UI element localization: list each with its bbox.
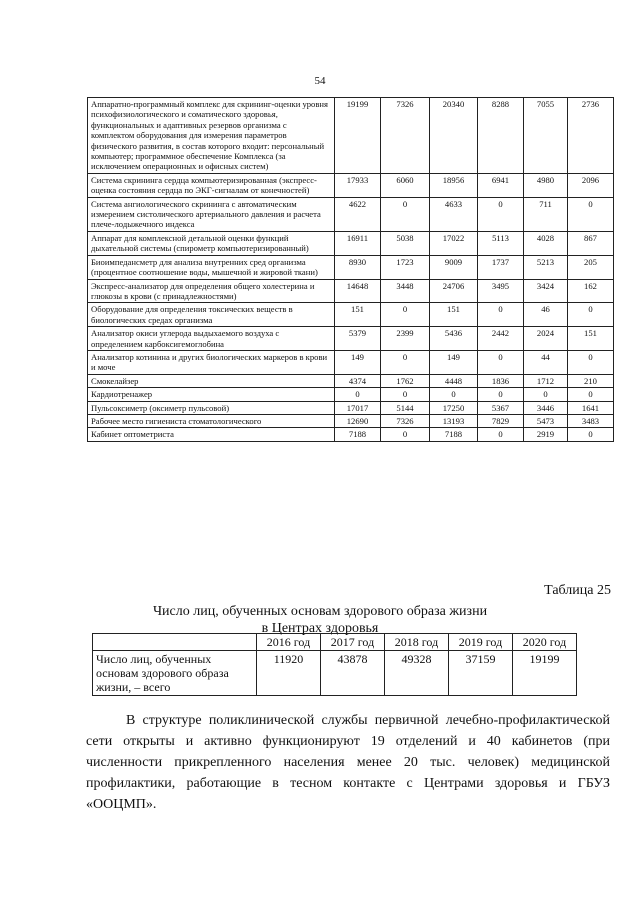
equipment-value: 5436	[430, 327, 478, 351]
equipment-name: Кардиотренажер	[88, 388, 335, 401]
equipment-name: Анализатор окиси углерода выдыхаемого воздуха с определением карбоксигемоглобина	[88, 327, 335, 351]
equipment-value: 4448	[430, 374, 478, 387]
equipment-row	[88, 414, 614, 427]
equipment-row	[88, 98, 614, 174]
equipment-value: 0	[381, 303, 430, 327]
equipment-value: 1641	[568, 401, 614, 414]
equipment-value: 151	[335, 303, 381, 327]
equipment-value: 5213	[524, 255, 568, 279]
equipment-value: 4633	[430, 197, 478, 231]
header-cell-2019: 2019 год	[449, 634, 513, 651]
equipment-value: 0	[478, 428, 524, 441]
trained-persons-table	[92, 633, 577, 696]
equipment-value: 0	[478, 303, 524, 327]
equipment-value: 2442	[478, 327, 524, 351]
equipment-value: 0	[568, 428, 614, 441]
equipment-row	[88, 428, 614, 441]
equipment-value: 0	[430, 388, 478, 401]
equipment-value: 5473	[524, 414, 568, 427]
equipment-value: 0	[568, 197, 614, 231]
equipment-name: Пульсоксиметр (оксиметр пульсовой)	[88, 401, 335, 414]
equipment-value: 1712	[524, 374, 568, 387]
equipment-value: 0	[568, 303, 614, 327]
body-paragraph: В структуре поликлинической службы первичной лечебно-профилактической сети открыты и активно функционируют 19 отделений и 40 кабинетов (при численности прикрепленного населения менее 20 тыс. человек) медицинской профилактики, работающие в тесном контакте с Центрами здоровья и ГБУЗ «ООЦМП».	[86, 713, 610, 812]
equipment-row	[88, 388, 614, 401]
equipment-value: 0	[381, 388, 430, 401]
equipment-name: Оборудование для определения токсических веществ в биологических средах организма	[88, 303, 335, 327]
row-label: Число лиц, обученных основам здорового образа жизни, – всего	[93, 651, 257, 696]
equipment-value: 18956	[430, 173, 478, 197]
equipment-value: 3446	[524, 401, 568, 414]
header-cell-2017: 2017 год	[321, 634, 385, 651]
equipment-name: Экспресс-анализатор для определения общего холестерина и глюкозы в крови (с принадлежностями)	[88, 279, 335, 303]
equipment-name: Аппарат для комплексной детальной оценки функций дыхательной системы (спирометр компьютеризированный)	[88, 231, 335, 255]
equipment-value: 0	[381, 350, 430, 374]
equipment-value: 5367	[478, 401, 524, 414]
equipment-value: 7188	[430, 428, 478, 441]
value-2016: 11920	[257, 651, 321, 696]
equipment-value: 7188	[335, 428, 381, 441]
equipment-name: Аппаратно-программный комплекс для скрининг-оценки уровня психофизиологического и соматического здоровья, функциональных и адаптивных резервов организма с комплектом оборудования для измерения параметров физического развития, в состав которого входит: персональный компьютер; программное обеспечение Комплекса (за исключением операционных и офисных систем)	[88, 98, 335, 174]
equipment-value: 2399	[381, 327, 430, 351]
equipment-value: 8930	[335, 255, 381, 279]
equipment-value: 7829	[478, 414, 524, 427]
equipment-value: 149	[335, 350, 381, 374]
equipment-value: 4028	[524, 231, 568, 255]
equipment-value: 3424	[524, 279, 568, 303]
equipment-value: 0	[478, 197, 524, 231]
equipment-row	[88, 279, 614, 303]
equipment-value: 0	[381, 197, 430, 231]
equipment-value: 0	[568, 388, 614, 401]
data-row	[93, 651, 577, 696]
equipment-row	[88, 173, 614, 197]
equipment-value: 1737	[478, 255, 524, 279]
equipment-value: 0	[381, 428, 430, 441]
equipment-value: 17017	[335, 401, 381, 414]
equipment-value: 6941	[478, 173, 524, 197]
equipment-value: 0	[335, 388, 381, 401]
equipment-value: 9009	[430, 255, 478, 279]
equipment-value: 17250	[430, 401, 478, 414]
equipment-value: 0	[568, 350, 614, 374]
equipment-value: 5038	[381, 231, 430, 255]
equipment-value: 210	[568, 374, 614, 387]
equipment-value: 867	[568, 231, 614, 255]
equipment-value: 16911	[335, 231, 381, 255]
value-2019: 37159	[449, 651, 513, 696]
equipment-value: 3495	[478, 279, 524, 303]
equipment-value: 44	[524, 350, 568, 374]
equipment-value: 2736	[568, 98, 614, 174]
equipment-value: 20340	[430, 98, 478, 174]
equipment-value: 4622	[335, 197, 381, 231]
equipment-value: 17022	[430, 231, 478, 255]
equipment-value: 151	[430, 303, 478, 327]
equipment-value: 0	[524, 388, 568, 401]
table-number-label: Таблица 25	[544, 583, 611, 598]
equipment-value: 19199	[335, 98, 381, 174]
equipment-value: 4374	[335, 374, 381, 387]
equipment-row	[88, 197, 614, 231]
equipment-value: 149	[430, 350, 478, 374]
equipment-value: 46	[524, 303, 568, 327]
equipment-row	[88, 374, 614, 387]
equipment-name: Смокелайзер	[88, 374, 335, 387]
header-row	[93, 634, 577, 651]
header-cell-2020: 2020 год	[513, 634, 577, 651]
equipment-value: 3448	[381, 279, 430, 303]
equipment-value: 1836	[478, 374, 524, 387]
equipment-value: 24706	[430, 279, 478, 303]
table-title-line-2: в Центрах здоровья	[261, 621, 379, 636]
equipment-value: 17933	[335, 173, 381, 197]
equipment-name: Рабочее место гигиениста стоматологического	[88, 414, 335, 427]
header-cell-2018: 2018 год	[385, 634, 449, 651]
equipment-name: Анализатор котинина и других биологических маркеров в крови и моче	[88, 350, 335, 374]
equipment-value: 0	[478, 350, 524, 374]
equipment-value: 7326	[381, 98, 430, 174]
value-2020: 19199	[513, 651, 577, 696]
equipment-value: 5379	[335, 327, 381, 351]
page-number: 54	[314, 75, 326, 87]
equipment-row	[88, 303, 614, 327]
header-cell-empty	[93, 634, 257, 651]
equipment-value: 151	[568, 327, 614, 351]
equipment-value: 0	[478, 388, 524, 401]
equipment-value: 6060	[381, 173, 430, 197]
equipment-table	[87, 97, 614, 442]
value-2017: 43878	[321, 651, 385, 696]
equipment-value: 7326	[381, 414, 430, 427]
equipment-value: 162	[568, 279, 614, 303]
equipment-value: 2096	[568, 173, 614, 197]
equipment-value: 1723	[381, 255, 430, 279]
equipment-row	[88, 350, 614, 374]
equipment-value: 2919	[524, 428, 568, 441]
equipment-value: 205	[568, 255, 614, 279]
equipment-name: Система ангиологического скрининга с автоматическим измерением систолического артериального давления и расчета плече-лодыжечного индекса	[88, 197, 335, 231]
equipment-name: Кабинет оптометриста	[88, 428, 335, 441]
equipment-value: 7055	[524, 98, 568, 174]
equipment-value: 14648	[335, 279, 381, 303]
equipment-row	[88, 231, 614, 255]
equipment-value: 13193	[430, 414, 478, 427]
equipment-row	[88, 401, 614, 414]
equipment-value: 1762	[381, 374, 430, 387]
equipment-value: 4980	[524, 173, 568, 197]
equipment-value: 3483	[568, 414, 614, 427]
equipment-value: 12690	[335, 414, 381, 427]
equipment-value: 5113	[478, 231, 524, 255]
table-title-line-1: Число лиц, обученных основам здорового образа жизни	[152, 604, 488, 619]
equipment-value: 5144	[381, 401, 430, 414]
value-2018: 49328	[385, 651, 449, 696]
equipment-name: Биоимпедансметр для анализа внутренних сред организма (процентное соотношение воды, мышечной и жировой ткани)	[88, 255, 335, 279]
equipment-value: 2024	[524, 327, 568, 351]
equipment-row	[88, 327, 614, 351]
header-cell-2016: 2016 год	[257, 634, 321, 651]
equipment-value: 711	[524, 197, 568, 231]
equipment-row	[88, 255, 614, 279]
equipment-name: Система скрининга сердца компьютеризированная (экспресс-оценка состояния сердца по ЭКГ-сигналам от конечностей)	[88, 173, 335, 197]
equipment-value: 8288	[478, 98, 524, 174]
